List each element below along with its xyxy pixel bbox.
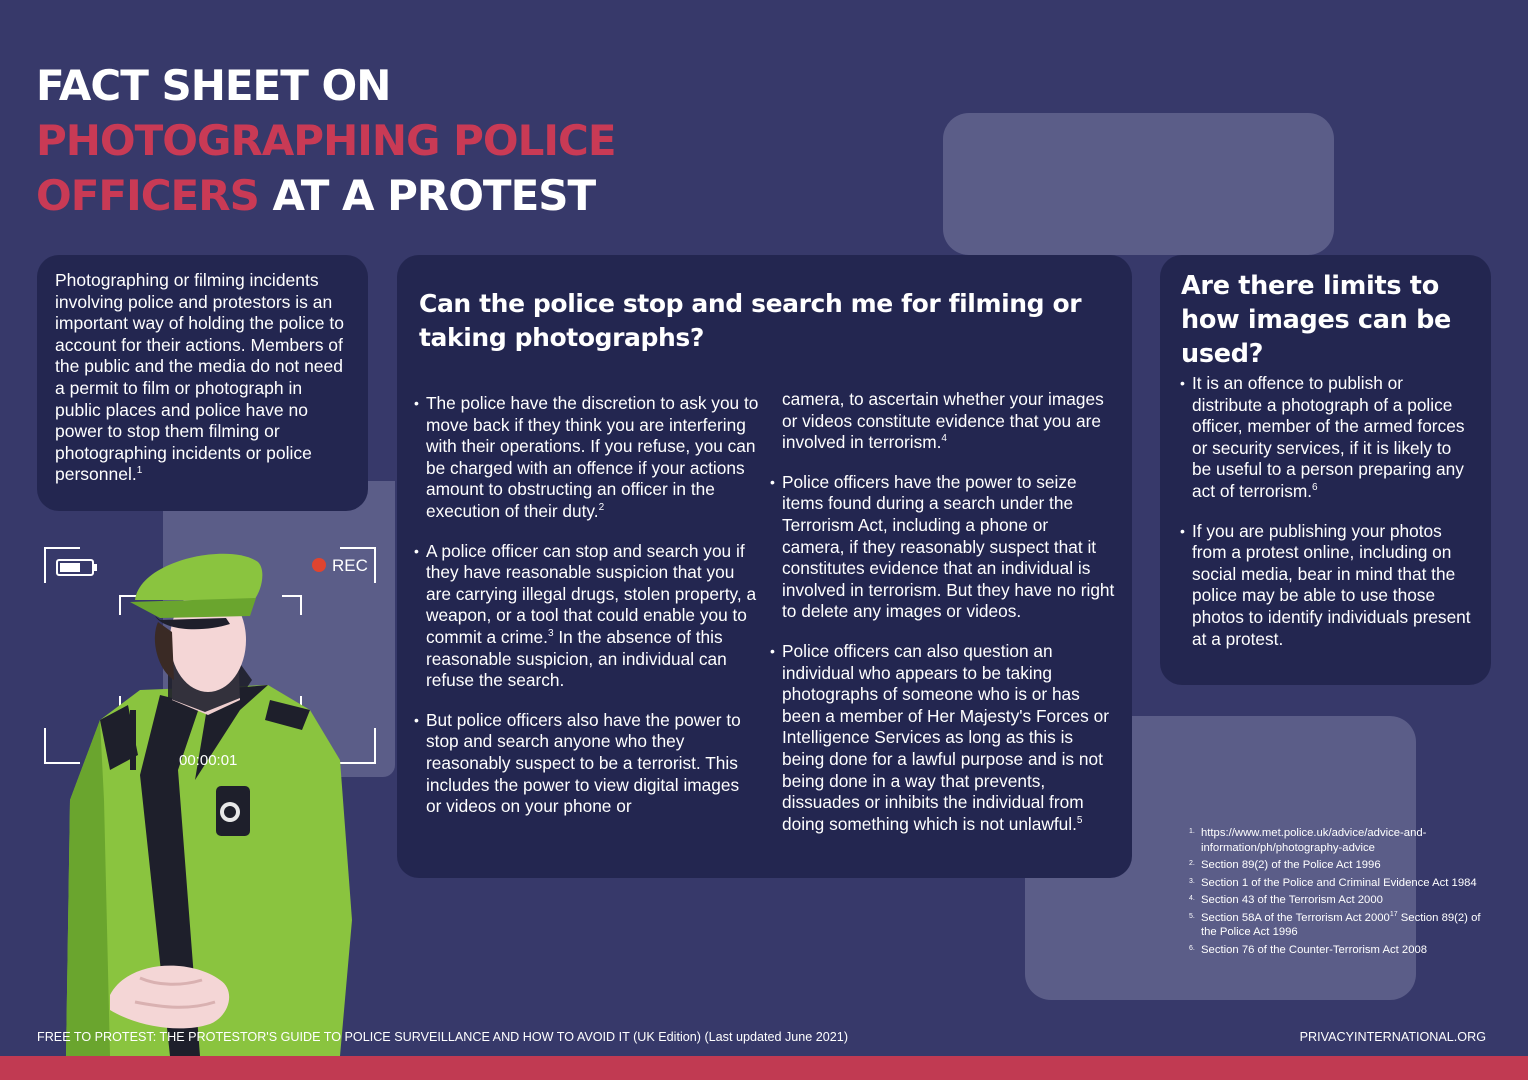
list-item-continuation: camera, to ascertain whether your images or videos constitute evidence that you are involved in terrorism.$^4$ xyxy=(782,389,1104,453)
title-line-2: PHOTOGRAPHING POLICE xyxy=(36,116,616,165)
bullet-list xyxy=(414,393,759,818)
officer-cap xyxy=(135,554,262,600)
intro-card xyxy=(37,255,368,511)
limits-column xyxy=(1180,373,1471,650)
footnote-ref: 6 xyxy=(1312,482,1318,494)
title-line-3: AT A PROTEST xyxy=(258,171,596,220)
footnote-ref: 1 xyxy=(136,465,143,477)
stop-search-card xyxy=(397,255,1132,878)
rec-label: REC xyxy=(332,556,368,575)
intro-text: Photographing or filming incidents involving police and protestors is an important way of holding the police to account for their actions. Members of the public and the media do not need a permit to film or photograph in public places and police have no power to stop them filming or photographing incidents or police personnel.$^1$ xyxy=(55,270,344,485)
stop-search-column-2 xyxy=(770,389,1115,853)
record-dot-icon xyxy=(312,558,326,572)
footnotes-list xyxy=(1189,826,1499,960)
list-item: • Police officers have the power to seize items found during a search under the Terrorism Act, including a phone or camera, if they reasonably suspect that it constitutes evidence that an individual is involved in terrorism. But they have no right to delete any images or videos. xyxy=(770,472,1115,623)
footer-website: PRIVACYINTERNATIONAL.ORG xyxy=(1299,1030,1486,1044)
footnote-item: 4. Section 43 of the Terrorism Act 2000 xyxy=(1189,894,1383,906)
footnote-item: 2. Section 89(2) of the Police Act 1996 xyxy=(1189,859,1381,871)
limits-card xyxy=(1160,255,1491,685)
battery-icon xyxy=(57,560,97,575)
title-line-1: FACT SHEET ON xyxy=(36,61,391,110)
list-item: • But police officers also have the power to stop and search anyone who they reasonably suspect to be a terrorist. This includes the power to view digital images or videos on your phone or xyxy=(414,710,759,818)
list-item: • If you are publishing your photos from a protest online, including on social media, bear in mind that the police may be able to use those photos to identify individuals present at a protest. xyxy=(1180,521,1471,651)
bottom-bar xyxy=(0,1056,1528,1080)
bullet-list xyxy=(770,472,1115,836)
background-shape xyxy=(943,113,1334,255)
list-item: • It is an offence to publish or distribute a photograph of a police officer, member of the armed forces or security services, if it is likely to be useful to a person preparing any act of terrorism.$^6$ xyxy=(1180,373,1471,503)
footnote-ref: 2 xyxy=(598,502,605,514)
footer-publication: FREE TO PROTEST: THE PROTESTOR'S GUIDE TO POLICE SURVEILLANCE AND HOW TO AVOID IT (UK Edition) (Last updated June 2021) xyxy=(37,1030,849,1044)
page-title xyxy=(36,58,616,223)
bullet-list xyxy=(1180,373,1471,650)
title-line-3-red: OFFICERS xyxy=(36,171,259,220)
footnote-ref: 3 xyxy=(547,628,554,640)
limits-heading: Are there limits to how images can be used? xyxy=(1181,271,1452,369)
footnote-item: 1. https://www.met.police.uk/advice/advice-and-information/ph/photography-advice xyxy=(1189,827,1427,854)
list-item: • The police have the discretion to ask you to move back if they think you are interfering with their operations. If you refuse, you can be charged with an offence if your actions amount to obstructing an officer in the execution of their duty.$^2$ xyxy=(414,393,759,523)
officer-illustration xyxy=(40,540,380,1056)
footnote-ref: 5 xyxy=(1076,814,1083,826)
list-item: • Police officers can also question an individual who appears to be taking photographs of someone who is or has been a member of Her Majesty's Forces or Intelligence Services as long as this is being done for a lawful purpose and is not being done in a way that prevents, dissuades or inhibits the individual from doing something which is not unlawful.$^5$ xyxy=(770,641,1115,835)
stop-search-column-1 xyxy=(414,393,759,836)
footnote-item: 3. Section 1 of the Police and Criminal Evidence Act 1984 xyxy=(1189,876,1477,889)
footnote-item: 6. Section 76 of the Counter-Terrorism Act 2008 xyxy=(1189,943,1428,956)
stop-search-heading: Can the police stop and search me for filming or taking photographs? xyxy=(419,289,1082,352)
list-item: • A police officer can stop and search you if they have reasonable suspicion that you are carrying illegal drugs, stolen property, a weapon, or a tool that could enable you to commit a crime.$^3$ In the absence of this reasonable suspicion, an individual can refuse the search. xyxy=(414,541,759,692)
timecode: 00:00:01 xyxy=(179,752,238,769)
footnote-ref: 4 xyxy=(941,433,947,445)
footnote-item: 5. Section 58A of the Terrorism Act 2000$^{17}$ Section 89(2) of the Police Act 1996 xyxy=(1189,910,1481,938)
